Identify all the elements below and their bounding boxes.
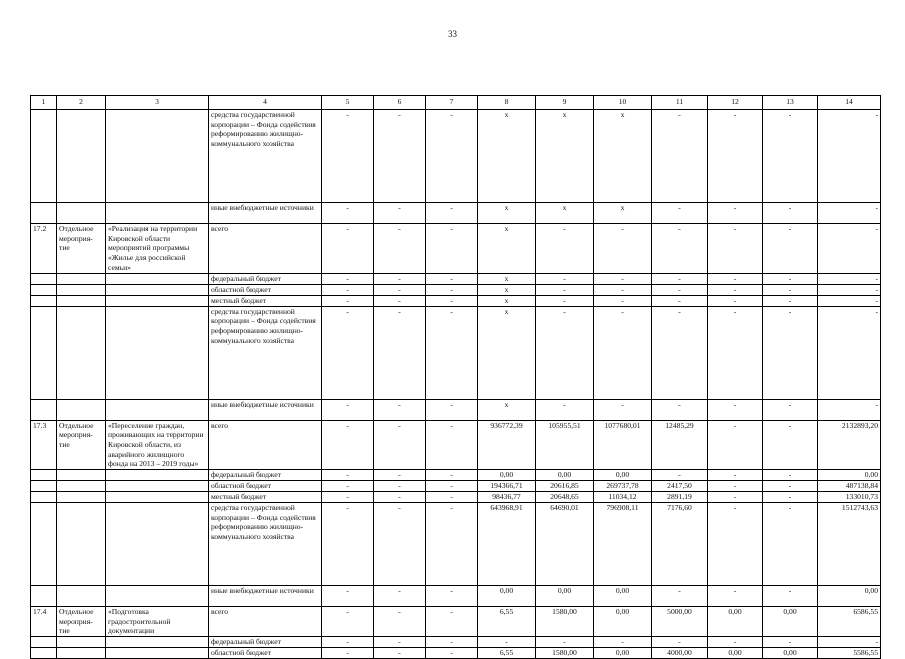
cell-c9: - xyxy=(536,224,594,274)
cell-c6: - xyxy=(374,399,426,420)
cell-c7: - xyxy=(426,399,478,420)
cell-c13: - xyxy=(763,203,818,224)
cell-c10: х xyxy=(594,110,652,203)
budget-table xyxy=(30,95,881,659)
cell-c14: - xyxy=(818,637,881,648)
cell-type xyxy=(57,637,106,648)
cell-c9: - xyxy=(536,284,594,295)
cell-c14: 2132893,20 xyxy=(818,420,881,470)
cell-source: всего xyxy=(209,420,322,470)
cell-c9: - xyxy=(536,637,594,648)
cell-code xyxy=(31,273,57,284)
cell-c10: 796908,11 xyxy=(594,503,652,586)
cell-c14: - xyxy=(818,110,881,203)
cell-c9: 20616,85 xyxy=(536,481,594,492)
table-row xyxy=(31,224,881,274)
table-row xyxy=(31,420,881,470)
cell-c10: - xyxy=(594,273,652,284)
page-number: 33 xyxy=(448,29,457,39)
cell-c6: - xyxy=(374,481,426,492)
cell-c12: - xyxy=(708,224,763,274)
cell-type: Отдельное мероприя-тие xyxy=(57,420,106,470)
cell-c10: - xyxy=(594,306,652,399)
cell-c9: 1580,00 xyxy=(536,607,594,637)
cell-c8: - xyxy=(478,637,536,648)
table-row xyxy=(31,284,881,295)
column-header: 10 xyxy=(594,96,652,110)
cell-c13: - xyxy=(763,492,818,503)
cell-source: средства государственной корпорации – Фонда содействия реформированию жилищно-коммунального хозяйства xyxy=(209,503,322,586)
cell-source: местный бюджет xyxy=(209,295,322,306)
cell-c9: 0,00 xyxy=(536,470,594,481)
cell-c12: - xyxy=(708,492,763,503)
cell-program xyxy=(106,284,209,295)
cell-program xyxy=(106,637,209,648)
cell-c5: - xyxy=(322,470,374,481)
cell-type xyxy=(57,110,106,203)
cell-code xyxy=(31,492,57,503)
cell-c7: - xyxy=(426,637,478,648)
cell-code xyxy=(31,203,57,224)
cell-c13: - xyxy=(763,284,818,295)
table-row xyxy=(31,648,881,659)
cell-c10: 0,00 xyxy=(594,586,652,607)
cell-c8: 194366,71 xyxy=(478,481,536,492)
cell-type: Отдельное мероприя-тие xyxy=(57,607,106,637)
cell-c7: - xyxy=(426,586,478,607)
cell-c5: - xyxy=(322,284,374,295)
cell-source: всего xyxy=(209,224,322,274)
cell-code xyxy=(31,399,57,420)
cell-type: Отдельное мероприя-тие xyxy=(57,224,106,274)
cell-c6: - xyxy=(374,503,426,586)
column-header: 7 xyxy=(426,96,478,110)
cell-c5: - xyxy=(322,399,374,420)
table-row xyxy=(31,203,881,224)
cell-type xyxy=(57,284,106,295)
cell-c8: х xyxy=(478,273,536,284)
cell-c11: - xyxy=(652,224,708,274)
cell-c13: - xyxy=(763,306,818,399)
cell-c9: - xyxy=(536,295,594,306)
cell-c6: - xyxy=(374,110,426,203)
cell-c12: - xyxy=(708,481,763,492)
cell-c13: 0,00 xyxy=(763,607,818,637)
cell-source: местный бюджет xyxy=(209,492,322,503)
cell-c11: 4000,00 xyxy=(652,648,708,659)
cell-c11: - xyxy=(652,110,708,203)
cell-c14: 6586,55 xyxy=(818,607,881,637)
cell-c11: - xyxy=(652,203,708,224)
cell-c5: - xyxy=(322,648,374,659)
cell-c11: 2417,50 xyxy=(652,481,708,492)
cell-c9: 1580,00 xyxy=(536,648,594,659)
cell-source: всего xyxy=(209,607,322,637)
cell-source: иные внебюджетные источники xyxy=(209,399,322,420)
cell-c9: 105955,51 xyxy=(536,420,594,470)
cell-c5: - xyxy=(322,503,374,586)
cell-c13: - xyxy=(763,110,818,203)
table-row xyxy=(31,492,881,503)
table-row xyxy=(31,470,881,481)
cell-program xyxy=(106,203,209,224)
column-header: 13 xyxy=(763,96,818,110)
cell-c8: х xyxy=(478,306,536,399)
cell-code: 17.4 xyxy=(31,607,57,637)
cell-c8: 6,55 xyxy=(478,607,536,637)
table-row xyxy=(31,637,881,648)
cell-c12: - xyxy=(708,203,763,224)
cell-program xyxy=(106,295,209,306)
cell-c11: 7176,60 xyxy=(652,503,708,586)
cell-c8: х xyxy=(478,399,536,420)
cell-c12: - xyxy=(708,586,763,607)
cell-code xyxy=(31,637,57,648)
cell-c10: - xyxy=(594,295,652,306)
cell-c13: - xyxy=(763,399,818,420)
cell-c6: - xyxy=(374,637,426,648)
cell-c13: - xyxy=(763,470,818,481)
cell-c13: - xyxy=(763,481,818,492)
cell-c12: - xyxy=(708,420,763,470)
cell-source: федеральный бюджет xyxy=(209,637,322,648)
cell-c14: - xyxy=(818,399,881,420)
cell-type xyxy=(57,306,106,399)
cell-c7: - xyxy=(426,110,478,203)
cell-type xyxy=(57,648,106,659)
cell-c10: - xyxy=(594,224,652,274)
cell-c12: - xyxy=(708,295,763,306)
cell-c5: - xyxy=(322,586,374,607)
cell-c12: - xyxy=(708,503,763,586)
cell-source: средства государственной корпорации – Фонда содействия реформированию жилищно-коммунального хозяйства xyxy=(209,110,322,203)
cell-c10: 0,00 xyxy=(594,648,652,659)
cell-c8: х xyxy=(478,110,536,203)
cell-c11: 12485,29 xyxy=(652,420,708,470)
cell-c11: - xyxy=(652,470,708,481)
cell-c11: - xyxy=(652,637,708,648)
cell-c14: - xyxy=(818,295,881,306)
cell-program xyxy=(106,306,209,399)
cell-c13: - xyxy=(763,273,818,284)
cell-code xyxy=(31,503,57,586)
cell-c10: - xyxy=(594,399,652,420)
cell-c6: - xyxy=(374,273,426,284)
cell-c7: - xyxy=(426,607,478,637)
cell-code xyxy=(31,306,57,399)
table-row xyxy=(31,481,881,492)
cell-c9: - xyxy=(536,273,594,284)
cell-c5: - xyxy=(322,481,374,492)
cell-c8: х xyxy=(478,203,536,224)
column-header: 4 xyxy=(209,96,322,110)
cell-source: областной бюджет xyxy=(209,481,322,492)
cell-c7: - xyxy=(426,224,478,274)
cell-c9: - xyxy=(536,399,594,420)
cell-c6: - xyxy=(374,586,426,607)
cell-c8: 0,00 xyxy=(478,586,536,607)
column-number-row xyxy=(31,96,881,110)
cell-c12: - xyxy=(708,284,763,295)
cell-source: иные внебюджетные источники xyxy=(209,586,322,607)
cell-c7: - xyxy=(426,420,478,470)
cell-c5: - xyxy=(322,295,374,306)
cell-c8: 936772,39 xyxy=(478,420,536,470)
cell-c5: - xyxy=(322,224,374,274)
column-header: 8 xyxy=(478,96,536,110)
cell-program: «Подготовка градостроительной документации xyxy=(106,607,209,637)
cell-c6: - xyxy=(374,492,426,503)
cell-c10: 0,00 xyxy=(594,470,652,481)
cell-program xyxy=(106,481,209,492)
cell-c11: - xyxy=(652,295,708,306)
cell-c5: - xyxy=(322,203,374,224)
cell-c14: 0,00 xyxy=(818,470,881,481)
cell-c11: 5000,00 xyxy=(652,607,708,637)
cell-c6: - xyxy=(374,224,426,274)
cell-c8: 98436,77 xyxy=(478,492,536,503)
cell-c7: - xyxy=(426,503,478,586)
cell-c8: 0,00 xyxy=(478,470,536,481)
cell-c8: 643968,91 xyxy=(478,503,536,586)
cell-c11: - xyxy=(652,273,708,284)
cell-source: средства государственной корпорации – Фонда содействия реформированию жилищно-коммунального хозяйства xyxy=(209,306,322,399)
table-row xyxy=(31,273,881,284)
cell-source: иные внебюджетные источники xyxy=(209,203,322,224)
cell-program: «Реализация на территории Кировской области мероприятий программы «Жилье для российской семьи» xyxy=(106,224,209,274)
cell-c6: - xyxy=(374,648,426,659)
cell-c7: - xyxy=(426,284,478,295)
cell-code xyxy=(31,586,57,607)
cell-c13: - xyxy=(763,295,818,306)
cell-c14: 487138,84 xyxy=(818,481,881,492)
column-header: 14 xyxy=(818,96,881,110)
cell-c6: - xyxy=(374,306,426,399)
cell-program xyxy=(106,110,209,203)
cell-c12: - xyxy=(708,399,763,420)
cell-c12: - xyxy=(708,306,763,399)
cell-c10: - xyxy=(594,284,652,295)
cell-c6: - xyxy=(374,470,426,481)
cell-c11: 2891,19 xyxy=(652,492,708,503)
cell-code: 17.2 xyxy=(31,224,57,274)
cell-code xyxy=(31,110,57,203)
cell-c7: - xyxy=(426,492,478,503)
cell-c13: - xyxy=(763,503,818,586)
cell-code xyxy=(31,648,57,659)
column-header: 5 xyxy=(322,96,374,110)
cell-c11: - xyxy=(652,586,708,607)
cell-c12: - xyxy=(708,637,763,648)
cell-c9: 0,00 xyxy=(536,586,594,607)
cell-c10: 0,00 xyxy=(594,607,652,637)
cell-type xyxy=(57,470,106,481)
cell-program xyxy=(106,586,209,607)
cell-type xyxy=(57,481,106,492)
column-header: 1 xyxy=(31,96,57,110)
cell-c10: - xyxy=(594,637,652,648)
cell-type xyxy=(57,492,106,503)
cell-c9: 20648,65 xyxy=(536,492,594,503)
cell-c12: - xyxy=(708,470,763,481)
table-row xyxy=(31,399,881,420)
cell-c8: х xyxy=(478,295,536,306)
cell-c14: 1512743,63 xyxy=(818,503,881,586)
cell-c5: - xyxy=(322,306,374,399)
cell-c7: - xyxy=(426,470,478,481)
cell-code: 17.3 xyxy=(31,420,57,470)
cell-c5: - xyxy=(322,607,374,637)
cell-program xyxy=(106,399,209,420)
column-header: 2 xyxy=(57,96,106,110)
cell-c14: - xyxy=(818,306,881,399)
cell-program xyxy=(106,470,209,481)
cell-c13: - xyxy=(763,420,818,470)
cell-c13: - xyxy=(763,637,818,648)
cell-source: областной бюджет xyxy=(209,648,322,659)
cell-code xyxy=(31,481,57,492)
cell-c9: 64690,01 xyxy=(536,503,594,586)
cell-c12: 0,00 xyxy=(708,607,763,637)
table-row xyxy=(31,306,881,399)
cell-c5: - xyxy=(322,420,374,470)
cell-c14: 5586,55 xyxy=(818,648,881,659)
cell-c9: х xyxy=(536,110,594,203)
column-header: 9 xyxy=(536,96,594,110)
cell-c7: - xyxy=(426,648,478,659)
cell-c7: - xyxy=(426,295,478,306)
cell-source: федеральный бюджет xyxy=(209,470,322,481)
cell-c12: - xyxy=(708,273,763,284)
cell-c9: - xyxy=(536,306,594,399)
cell-c8: х xyxy=(478,284,536,295)
column-header: 6 xyxy=(374,96,426,110)
cell-c14: 0,00 xyxy=(818,586,881,607)
cell-c6: - xyxy=(374,607,426,637)
cell-c5: - xyxy=(322,110,374,203)
cell-c13: 0,00 xyxy=(763,648,818,659)
cell-c14: - xyxy=(818,284,881,295)
cell-type xyxy=(57,203,106,224)
cell-c7: - xyxy=(426,273,478,284)
cell-c12: - xyxy=(708,110,763,203)
cell-source: федеральный бюджет xyxy=(209,273,322,284)
cell-c11: - xyxy=(652,399,708,420)
cell-c7: - xyxy=(426,306,478,399)
cell-c7: - xyxy=(426,481,478,492)
cell-c10: 1077680,01 xyxy=(594,420,652,470)
cell-c10: 269737,78 xyxy=(594,481,652,492)
table-row xyxy=(31,503,881,586)
cell-source: областной бюджет xyxy=(209,284,322,295)
cell-c14: 133010,73 xyxy=(818,492,881,503)
cell-c10: х xyxy=(594,203,652,224)
cell-c14: - xyxy=(818,224,881,274)
cell-program xyxy=(106,648,209,659)
cell-c8: х xyxy=(478,224,536,274)
cell-c11: - xyxy=(652,284,708,295)
cell-c13: - xyxy=(763,224,818,274)
cell-type xyxy=(57,503,106,586)
cell-type xyxy=(57,586,106,607)
cell-c5: - xyxy=(322,273,374,284)
table-row xyxy=(31,295,881,306)
cell-c14: - xyxy=(818,273,881,284)
column-header: 3 xyxy=(106,96,209,110)
cell-c12: 0,00 xyxy=(708,648,763,659)
cell-c13: - xyxy=(763,586,818,607)
table-row xyxy=(31,586,881,607)
cell-c6: - xyxy=(374,284,426,295)
cell-c6: - xyxy=(374,295,426,306)
cell-c5: - xyxy=(322,492,374,503)
cell-c7: - xyxy=(426,203,478,224)
cell-program xyxy=(106,492,209,503)
cell-program xyxy=(106,273,209,284)
column-header: 11 xyxy=(652,96,708,110)
cell-program: «Переселение граждан, проживающих на территории Кировской области, из аварийного жилищного фонда на 2013 – 2019 годы» xyxy=(106,420,209,470)
cell-c9: х xyxy=(536,203,594,224)
table-row xyxy=(31,110,881,203)
cell-c6: - xyxy=(374,203,426,224)
cell-c6: - xyxy=(374,420,426,470)
cell-c11: - xyxy=(652,306,708,399)
cell-code xyxy=(31,284,57,295)
cell-c8: 6,55 xyxy=(478,648,536,659)
cell-type xyxy=(57,399,106,420)
cell-c10: 11034,12 xyxy=(594,492,652,503)
cell-c5: - xyxy=(322,637,374,648)
cell-c14: - xyxy=(818,203,881,224)
cell-program xyxy=(106,503,209,586)
cell-type xyxy=(57,295,106,306)
cell-code xyxy=(31,295,57,306)
cell-code xyxy=(31,470,57,481)
table-row xyxy=(31,607,881,637)
column-header: 12 xyxy=(708,96,763,110)
cell-type xyxy=(57,273,106,284)
